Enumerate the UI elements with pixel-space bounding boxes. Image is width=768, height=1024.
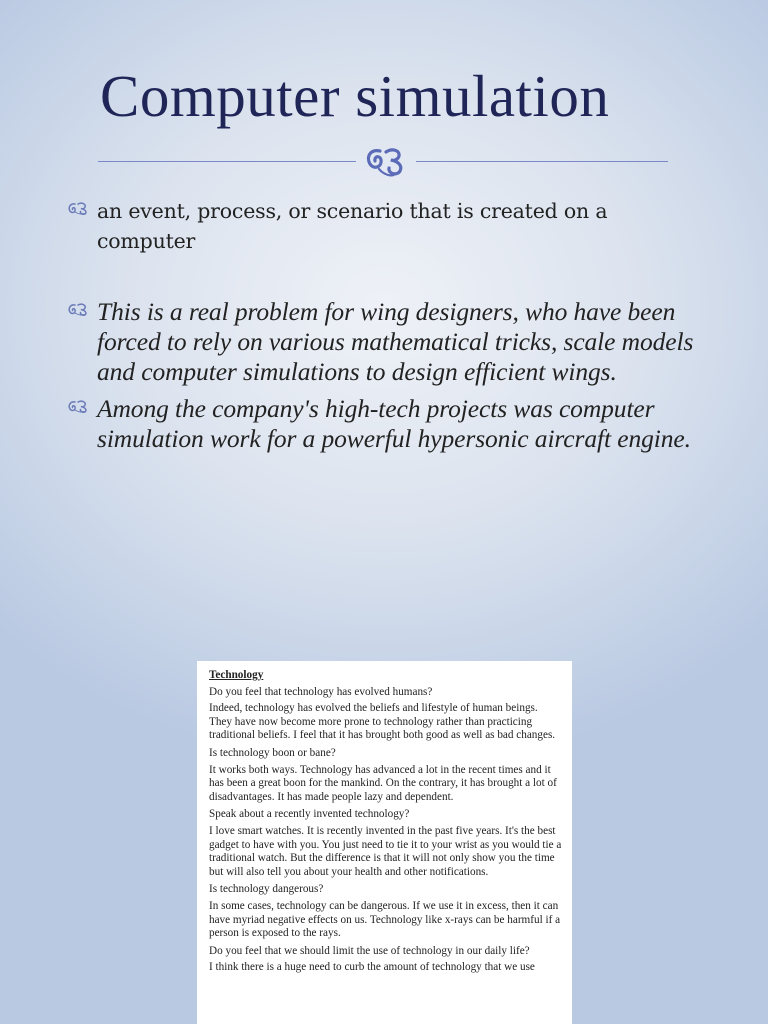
document-title: Technology <box>209 669 264 681</box>
scroll-bullet-icon <box>66 302 94 316</box>
slide-title: Computer simulation <box>100 63 610 129</box>
document-question: Is technology boon or bane? <box>209 746 336 759</box>
document-answer: Indeed, technology has evolved the beliefs and lifestyle of human beings. They have now become more prone to technology rather than practicing traditional beliefs. I feel that it has brought both good as well as bad changes. <box>209 702 556 742</box>
bullet-item <box>66 297 706 387</box>
document-answer: It works both ways. Technology has advanced a lot in the recent times and it has been a great boon for the mankind. On the contrary, it has brought a lot of disadvantages. It has made people lazy and dependent. <box>209 763 557 803</box>
divider-line-right <box>416 161 668 162</box>
document-answer: In some cases, technology can be dangerous. If we use it in excess, then it can have myriad negative effects on us. Technology like x-rays can be harmful if a person is exposed to the rays. <box>209 899 561 940</box>
scroll-bullet-icon <box>66 399 94 413</box>
document-question: Do you feel that we should limit the use of technology in our daily life? <box>209 944 530 957</box>
document-question: Is technology dangerous? <box>209 883 324 896</box>
bullet-text: This is a real problem for wing designers, who have been forced to rely on various mathematical tricks, scale models and computer simulations to design efficient wings. <box>97 297 694 386</box>
document-answer: I love smart watches. It is recently invented in the past five years. It's the best gadget to have with you. You just need to tie it to your wrist as you would tie a traditional watch. But the difference is that it will not only show you the time but will also tell you about your health and other notifications. <box>209 824 562 878</box>
document-answer: I think there is a huge need to curb the amount of technology that we use <box>209 961 535 974</box>
bullet-item <box>66 394 706 454</box>
bullet-text: an event, process, or scenario that is created on a computer <box>97 199 608 253</box>
bullet-item <box>66 196 706 256</box>
embedded-document <box>197 661 572 1024</box>
document-question: Do you feel that technology has evolved humans? <box>209 685 433 698</box>
flourish-ornament-icon <box>362 143 412 179</box>
bullet-text: Among the company's high-tech projects was computer simulation work for a powerful hypersonic aircraft engine. <box>97 394 691 453</box>
title-divider <box>98 143 668 183</box>
scroll-bullet-icon <box>66 201 94 215</box>
divider-line-left <box>98 161 356 162</box>
document-question: Speak about a recently invented technology? <box>209 808 410 821</box>
